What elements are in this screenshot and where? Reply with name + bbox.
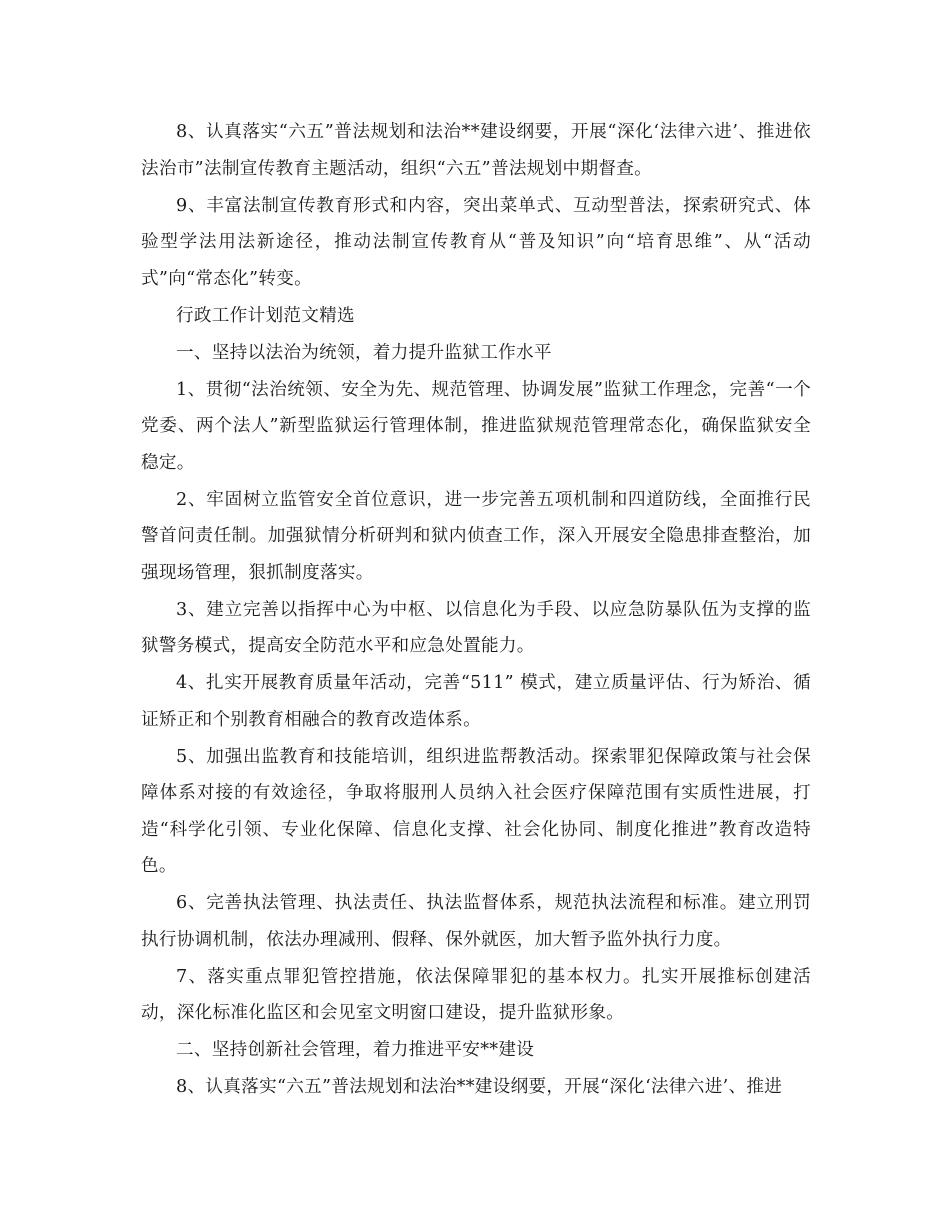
paragraph-item-8-top: 8、认真落实“六五”普法规划和法治**建设纲要，开展“深化‘法律六进’、推进依法治市”法制宣传教育主题活动，组织“六五”普法规划中期督查。	[141, 122, 811, 179]
paragraph-item-6: 6、完善执法管理、执法责任、执法监督体系，规范执法流程和标准。建立刑罚执行协调机制，依法办理减刑、假释、保外就医，加大暂予监外执行力度。	[141, 893, 811, 950]
section-title: 行政工作计划范文精选	[176, 305, 355, 326]
heading-part-2: 二、坚持创新社会管理，着力推进平安**建设	[176, 1040, 535, 1060]
paragraph-item-1: 1、贯彻“法治统领、安全为先、规范管理、协调发展”监狱工作理念，完善“一个党委、两个法人”新型监狱运行管理体制，推进监狱规范管理常态化，确保监狱安全稳定。	[141, 379, 811, 473]
paragraph-item-5: 5、加强出监教育和技能培训，组织进监帮教活动。探索罪犯保障政策与社会保障体系对接的有效途径，争取将服刑人员纳入社会医疗保障范围有实质性进展，打造“科学化引领、专业化保障、信息化支撑、社会化协同、制度化推进”教育改造特色。	[141, 746, 811, 876]
heading-part-1: 一、坚持以法治为统领，着力提升监狱工作水平	[176, 342, 552, 363]
paragraph-item-7: 7、落实重点罪犯管控措施，依法保障罪犯的基本权力。扎实开展推标创建活动，深化标准化监区和会见室文明窗口建设，提升监狱形象。	[141, 966, 811, 1023]
paragraph-item-2: 2、牢固树立监管安全首位意识，进一步完善五项机制和四道防线，全面推行民警首问责任制。加强狱情分析研判和狱内侦查工作，深入开展安全隐患排查整治，加强现场管理，狠抓制度落实。	[141, 489, 811, 583]
document-page	[141, 114, 811, 1106]
paragraph-item-9: 9、丰富法制宣传教育形式和内容，突出菜单式、互动型普法，探索研究式、体验型学法用法新途径，推动法制宣传教育从“普及知识”向“培育思维”、从“活动式”向“常态化”转变。	[141, 195, 811, 289]
paragraph-item-8-bottom: 8、认真落实“六五”普法规划和法治**建设纲要，开展“深化‘法律六进’、推进	[176, 1077, 783, 1097]
paragraph-item-4: 4、扎实开展教育质量年活动，完善“511” 模式，建立质量评估、行为矫治、循证矫正和个别教育相融合的教育改造体系。	[141, 673, 811, 730]
paragraph-item-3: 3、建立完善以指挥中心为中枢、以信息化为手段、以应急防暴队伍为支撑的监狱警务模式，提高安全防范水平和应急处置能力。	[141, 599, 811, 656]
